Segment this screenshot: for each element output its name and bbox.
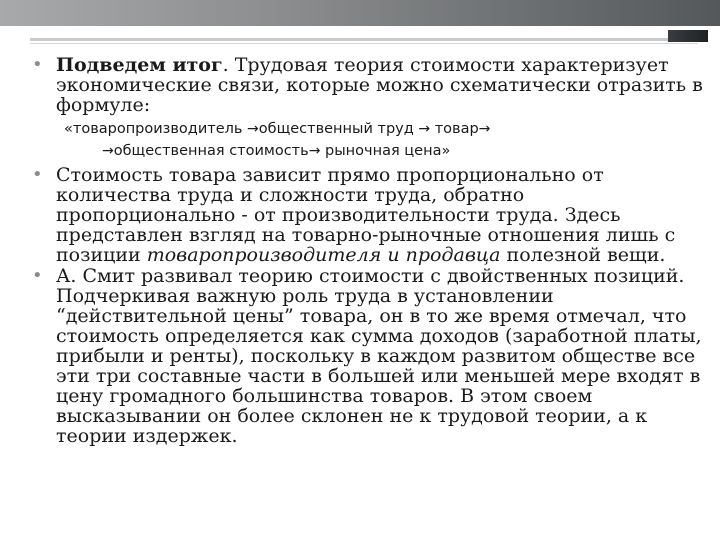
header-rule-thin <box>30 43 698 44</box>
bullet-2-text-em: товаропроизводителя и продавца <box>146 244 501 266</box>
bullet-2 <box>24 165 704 265</box>
formula-line-1 <box>24 118 704 140</box>
bullet-2-text-b: полезной вещи. <box>500 244 666 266</box>
bullet-1-lead: Подведем итог <box>56 54 223 76</box>
header-rule-tab <box>668 30 708 42</box>
arrow-icon: → <box>247 121 259 137</box>
header-rule <box>30 38 698 41</box>
formula-term: товар <box>434 121 479 137</box>
bullet-1 <box>24 55 704 115</box>
bullet-icon: • <box>32 54 43 75</box>
arrow-icon: → <box>478 121 491 137</box>
bullet-2-text-a: Стоимость товара зависит прямо пропорционально от количества труда и сложности труда, обратно пропорционально - от производительности труда. Здесь представлен взгляд на товарно-рыночные отношения лишь с позиции <box>56 164 676 266</box>
formula-term: «товаропроизводитель <box>64 121 248 137</box>
bullet-icon: • <box>32 164 43 185</box>
arrow-icon: → <box>102 143 114 159</box>
bullet-3-text: А. Смит развивал теорию стоимости с двойственных позиций. Подчеркивая важную роль труда в установлении “действительной цены” товара, он в то же время отмечал, что стоимость определяется как сумма доходов (заработной платы, прибыли и ренты), поскольку в каждом развитом обществе все эти три составные части в большей или меньшей мере входят в цену громадного большинства товаров. В этом своем высказывании он более склонен не к трудовой теории, а к теории издержек. <box>56 265 702 447</box>
formula-term: рыночная цена» <box>320 143 451 159</box>
formula-line-2 <box>24 140 704 162</box>
formula-term: общественная стоимость <box>113 143 309 159</box>
arrow-icon: → <box>308 143 321 159</box>
bullet-1-text: Трудовая теория стоимости характеризует экономические связи, которые можно схематически отразить в формуле: <box>56 54 703 116</box>
slide-body <box>24 55 704 447</box>
bullet-1-lead-suffix: . <box>222 54 235 76</box>
arrow-icon: → <box>418 121 431 137</box>
bullet-icon: • <box>32 265 43 286</box>
bullet-3 <box>24 266 704 446</box>
formula-term: общественный труд <box>258 121 419 137</box>
top-decorative-bar <box>0 0 720 26</box>
